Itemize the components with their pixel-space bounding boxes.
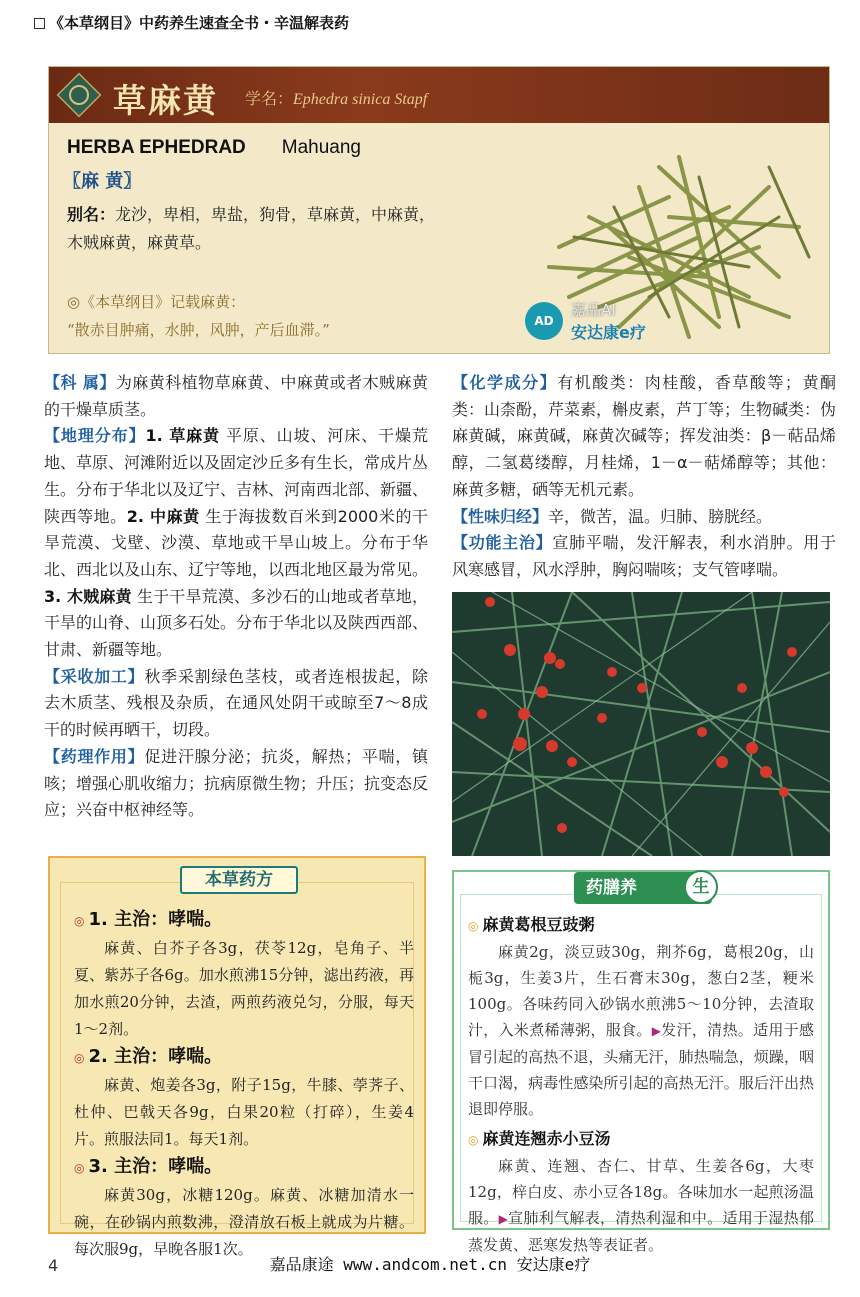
footer: 嘉品康途 www.andcom.net.cn 安达康e疗 <box>269 1255 591 1274</box>
chemistry-section <box>452 370 836 504</box>
distribution-tag: 【 地理分布 】 <box>44 426 146 445</box>
left-column <box>44 370 428 824</box>
running-head <box>34 12 349 33</box>
plant-photo <box>452 592 830 856</box>
running-head-text: 《本草纲目》中药养生速查全书・辛温解表药 <box>49 14 350 32</box>
dist-3-label: 3. 木贼麻黄 <box>44 586 132 606</box>
harvest-text: 秋季采割绿色茎枝，或者连根拔起，除去木质茎、残根及杂质，在通风处阴干或晾至7～8成干的时候再晒干，切段。 <box>44 666 428 740</box>
header-bar <box>49 67 829 123</box>
sci-name: Ephedra sinica Stapf <box>293 91 428 108</box>
recipe-box <box>48 856 426 1258</box>
distribution-section <box>44 423 428 663</box>
diet-item <box>468 1126 814 1258</box>
harvest-tag: 【 采收加工 】 <box>44 667 144 686</box>
diet-ingredients: 麻黄2g，淡豆豉30g，荆芥6g，葛根20g，山栀3g，生姜3片，生石膏末30g，葱白2茎，粳米100g。各味药同入砂锅水煎沸5～10分钟，去渣取汁，入米煮稀薄粥，服食。 <box>468 943 814 1039</box>
dist-1-label: 1. 草麻黄 <box>145 426 220 446</box>
recipe-item <box>74 906 414 1043</box>
diet-body <box>468 1153 814 1258</box>
diet-box <box>452 870 830 1254</box>
diet-item <box>468 912 814 1122</box>
bullet-icon: ◎ <box>468 1133 479 1147</box>
watermark-line1: 嘉品AI <box>571 301 616 319</box>
alias-label: 别名： <box>67 205 116 224</box>
latin-text: HERBA EPHEDRAD <box>67 137 246 158</box>
function-tag: 【 功能主治 】 <box>452 533 552 552</box>
chemistry-text: 有机酸类：肉桂酸，香草酸等；黄酮类：山柰酚，芹菜素，槲皮素，芦丁等；生物碱类：伪麻黄碱，麻黄碱，麻黄次碱等；挥发油类：β－萜品烯醇，二氢葛缕醇，月桂烯，1－α－萜烯醇等；其他：麻黄多糖，硒等无机元素。 <box>452 373 837 499</box>
emblem-ring-icon <box>69 85 89 105</box>
alias-value: 龙沙，卑相，卑盐，狗骨，草麻黄，中麻黄，木贼麻黄，麻黄草。 <box>67 205 436 252</box>
chemistry-tag: 【 化学成分 】 <box>452 373 557 392</box>
family-section <box>44 370 428 423</box>
recipe-number: 2. 主治： <box>88 1046 169 1067</box>
record-quote: “散赤目肿痛，水肿，风肿，产后血滞。” <box>67 321 330 339</box>
pinyin-text: Mahuang <box>281 137 361 158</box>
pharmacology-text: 促进汗腺分泌；抗炎，解热；平喘，镇咳；增强心肌收缩力；抗病原微生物；升压；抗变态反应；兴奋中枢神经等。 <box>44 746 429 820</box>
recipe-number: 1. 主治： <box>88 909 169 930</box>
sci-label: 学名： <box>245 89 294 108</box>
recipe-target: 哮喘。 <box>168 909 223 930</box>
family-tag: 【 科 属 】 <box>44 373 116 392</box>
recipe-heading <box>74 906 414 935</box>
dist-3-text: 生于干旱荒漠、多沙石的山地或者草地，干旱的山脊、山顶多石处。分布于华北以及陕西西部、甘肃、新疆等地。 <box>44 586 429 660</box>
scientific-name <box>245 86 427 109</box>
bullet-icon: ◎ <box>468 919 479 933</box>
recipe-target: 哮喘。 <box>168 1046 223 1067</box>
dist-1-text: 平原、山坡、河床、干燥荒地、草原、河滩附近以及固定沙丘多有生长，常成片丛生。分布于华北以及辽宁、吉林、河南西北部、新疆、陕西等地。 <box>44 426 429 526</box>
diet-heading <box>468 1126 814 1153</box>
bullet-icon: ◎ <box>74 1051 85 1065</box>
diet-name: 麻黄连翘赤小豆汤 <box>482 1129 611 1148</box>
harvest-section <box>44 664 428 744</box>
watermark-logo-icon: AD <box>525 302 563 340</box>
triangle-icon: ▶ <box>651 1024 662 1038</box>
bullet-icon: ◎ <box>74 914 85 928</box>
recipe-body: 麻黄、白芥子各3g，茯苓12g，皂角子、半夏、紫苏子各6g。加水煎沸15分钟，滤出药液，再加水煎20分钟，去渣，两煎药液兑匀，分服，每天1～2剂。 <box>74 939 414 1038</box>
diet-effect: 发汗，清热。适用于感冒引起的高热不退，头痛无汗，肺热喘急，烦躁，咽干口渴，病毒性感染所引起的高热无汗。服后汗出热退即停服。 <box>468 1021 814 1118</box>
diet-name: 麻黄葛根豆豉粥 <box>482 915 595 934</box>
family-text: 为麻黄科植物草麻黄、中麻黄或者木贼麻黄的干燥草质茎。 <box>44 373 428 419</box>
alias-text <box>67 201 437 257</box>
nature-text: 辛，微苦，温。归肺、膀胱经。 <box>548 506 773 526</box>
right-column <box>452 370 836 584</box>
record-label: ◎《本草纲目》记载麻黄： <box>67 293 246 311</box>
latin-name <box>67 137 361 159</box>
dist-2-label: 2. 中麻黄 <box>126 506 200 526</box>
nature-section <box>452 504 836 531</box>
nature-tag: 【 性味归经 】 <box>452 507 548 526</box>
watermark-line2: 安达康e疗 <box>571 323 646 342</box>
recipe-heading <box>74 1153 414 1182</box>
header-card <box>48 66 830 354</box>
diet-list <box>468 908 814 1258</box>
recipe-heading <box>74 1043 414 1072</box>
recipe-title: 本草药方 <box>180 866 298 894</box>
diet-body <box>468 939 814 1122</box>
diet-ingredients: 麻黄、连翘、杏仁、甘草、生姜各6g，大枣12g，梓白皮、赤小豆各18g。各味加水一起煎汤温服。 <box>468 1157 814 1227</box>
triangle-icon: ▶ <box>498 1212 509 1226</box>
function-section <box>452 530 836 583</box>
watermark <box>525 299 646 343</box>
recipe-body: 麻黄30g，冰糖120g。麻黄、冰糖加清水一碗，在砂锅内煎数沸，澄清放石板上就成为片糖。每次服9g，早晚各服1次。 <box>74 1186 414 1258</box>
diet-heading <box>468 912 814 939</box>
recipe-body: 麻黄、炮姜各3g，附子15g，牛膝、荸荠子、杜仲、巴戟天各9g，白果20粒（打碎），生姜4片。煎服法同1。每天1剂。 <box>74 1076 414 1148</box>
alias-tag: 〖麻 黄〗 <box>63 171 142 192</box>
recipe-item <box>74 1043 414 1153</box>
pharmacology-tag: 【 药理作用 】 <box>44 747 144 766</box>
herb-name: 草麻黄 <box>113 81 218 120</box>
diet-title-text: 药膳养 <box>586 878 637 898</box>
bullet-icon: ◎ <box>74 1161 85 1175</box>
diet-title <box>574 872 712 904</box>
pharmacology-section <box>44 744 428 824</box>
recipe-item <box>74 1153 414 1263</box>
diet-effect: 宣肺利气解表，清热利湿和中。适用于湿热郁蒸发黄、恶寒发热等表证者。 <box>468 1209 814 1254</box>
page-number: 4 <box>48 1256 59 1275</box>
diet-title-circle: 生 <box>684 870 718 904</box>
recipe-target: 哮喘。 <box>168 1156 223 1177</box>
recipe-number: 3. 主治： <box>88 1156 169 1177</box>
recipe-list <box>74 906 414 1263</box>
dist-2-text: 生于海拔数百米到2000米的干旱荒漠、戈壁、沙漠、草地或干旱山坡上。分布于华北、西北以及山东、辽宁等地，以西北地区最为常见。 <box>44 506 429 579</box>
square-icon <box>34 18 45 29</box>
function-text: 宣肺平喘，发汗解表，利水消肿。用于风寒感冒，风水浮肿，胸闷喘咳；支气管哮喘。 <box>452 533 836 579</box>
